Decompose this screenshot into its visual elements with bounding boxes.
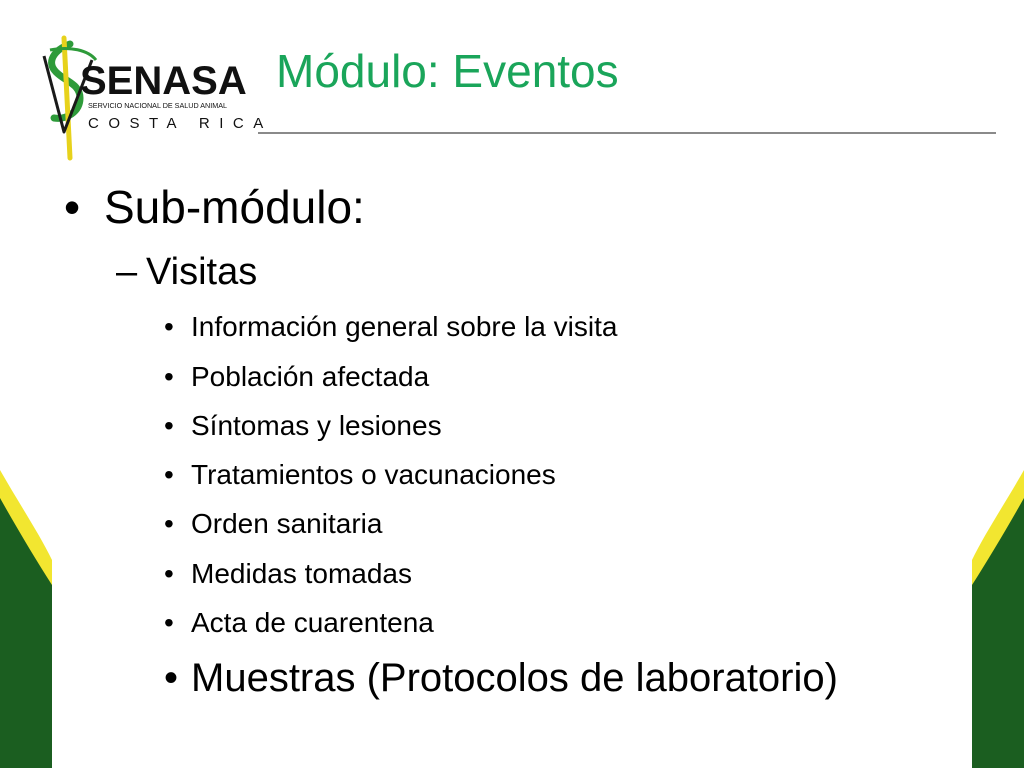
logo-tagline: SERVICIO NACIONAL DE SALUD ANIMAL bbox=[88, 101, 227, 110]
list-item bbox=[164, 311, 617, 343]
list-item bbox=[164, 508, 382, 540]
bullet-level2-text: Visitas bbox=[146, 251, 258, 293]
bullet-marker: • bbox=[164, 656, 179, 700]
list-item-text: Población afectada bbox=[191, 361, 430, 392]
dash-marker: – bbox=[116, 251, 138, 293]
list-item-text: Tratamientos o vacunaciones bbox=[191, 459, 556, 490]
list-item bbox=[164, 459, 556, 491]
bullet-marker: • bbox=[164, 459, 174, 490]
bullet-marker: • bbox=[164, 558, 174, 589]
bullet-marker: • bbox=[164, 311, 174, 342]
list-item bbox=[164, 607, 434, 639]
bullet-marker: • bbox=[164, 607, 174, 638]
list-item bbox=[164, 558, 412, 590]
list-item-text: Muestras (Protocolos de laboratorio) bbox=[191, 656, 838, 700]
bullet-level1-text: Sub-módulo: bbox=[104, 181, 365, 233]
list-item bbox=[164, 410, 442, 442]
logo-country: COSTA RICA bbox=[88, 115, 273, 132]
list-item-text: Acta de cuarentena bbox=[191, 607, 434, 638]
bullet-marker: • bbox=[64, 181, 81, 233]
list-item-text: Información general sobre la visita bbox=[191, 311, 618, 342]
list-item-text: Medidas tomadas bbox=[191, 558, 413, 589]
logo-name: SENASA bbox=[80, 59, 247, 103]
bullet-level2 bbox=[116, 251, 257, 294]
list-item-text: Síntomas y lesiones bbox=[191, 410, 442, 441]
bullet-level1 bbox=[64, 180, 365, 234]
bullet-marker: • bbox=[164, 361, 174, 392]
bullet-marker: • bbox=[164, 410, 174, 441]
slide-title: Módulo: Eventos bbox=[276, 45, 619, 97]
list-item-text: Orden sanitaria bbox=[191, 508, 383, 539]
list-item bbox=[164, 656, 838, 701]
list-item bbox=[164, 361, 429, 393]
bullet-marker: • bbox=[164, 508, 174, 539]
